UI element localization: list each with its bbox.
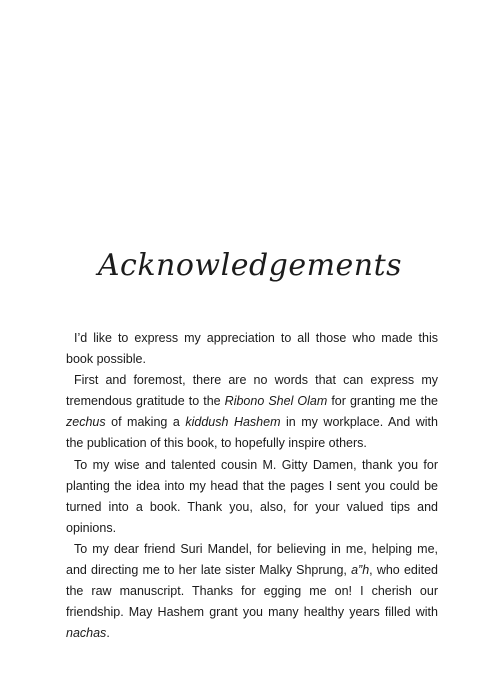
text-run: for granting me the [327,394,438,409]
paragraph-2 [66,370,438,454]
text-run: . [106,626,110,641]
text-run: To my wise and talented cousin M. Gitty Damen, thank you for planting the idea into my head that the pages I sent you could be turned into a book. Thank you, also, for your valued tips and opinions. [66,457,438,535]
italic-term: kiddush Hashem [185,415,281,430]
text-run: in my workplace. And with the publication of this book, to hopefully inspire others. [66,415,438,451]
text-run: of making a [105,415,186,430]
italic-term: nachas [66,626,107,641]
text-run: , who edited the raw manuscript. Thanks for egging me on! I cherish our friendship. May Hashem grant you many healthy years filled with [66,563,438,620]
italic-term: a”h [351,563,370,578]
paragraph-1 [66,328,438,370]
italic-term: zechus [66,415,106,430]
text-run: I’d like to express my appreciation to all those who made this book possible. [66,331,438,367]
page-title: Acknowledgements [97,248,403,283]
acknowledgements-body [66,328,438,644]
paragraph-4 [66,539,438,644]
paragraph-3 [66,455,438,539]
italic-term: Ribono Shel Olam [224,394,328,409]
text-run: To my dear friend Suri Mandel, for believing in me, helping me, and directing me to her late sister Malky Shprung, [66,541,438,578]
text-run: First and foremost, there are no words that can express my tremendous gratitude to the [66,373,438,409]
